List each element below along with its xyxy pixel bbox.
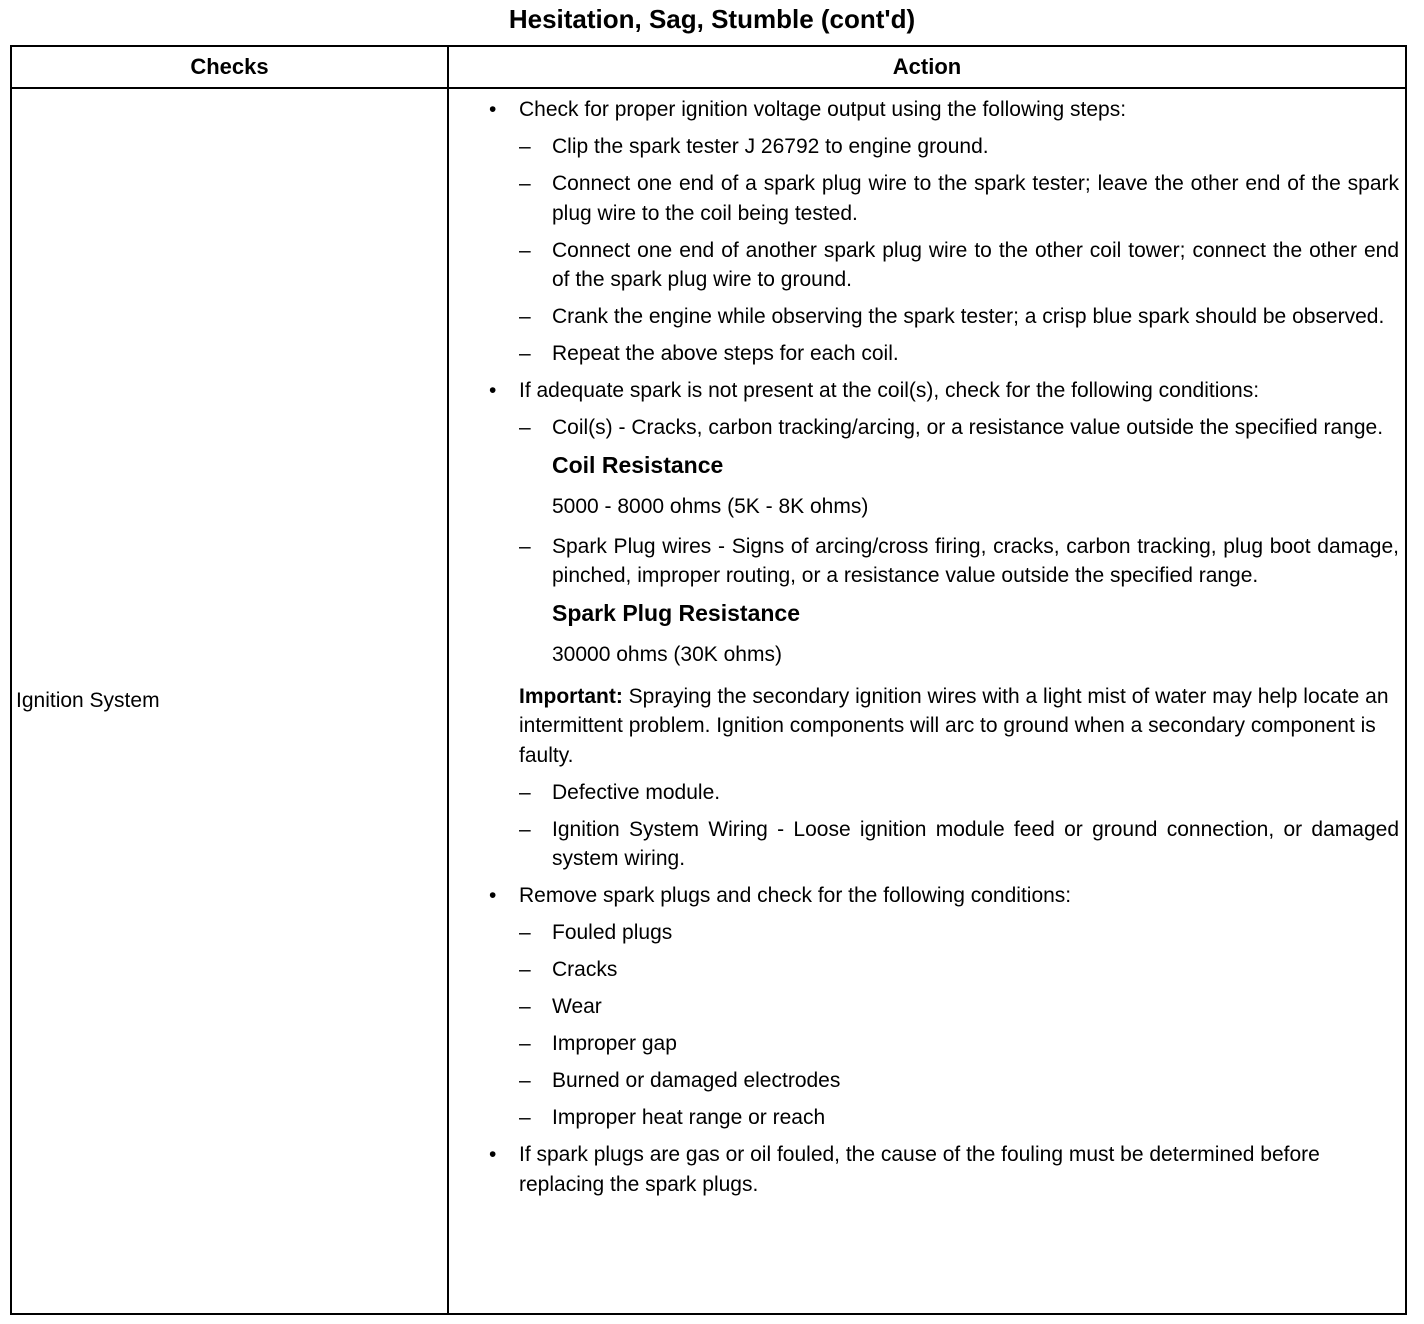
coil-resistance-heading: Coil Resistance — [552, 452, 724, 478]
step-text: Check for proper ignition voltage output using the following steps: — [519, 98, 1127, 121]
page-title: Hesitation, Sag, Stumble (cont'd) — [508, 4, 916, 34]
dash-item — [449, 918, 1399, 948]
dash-item-text: Improper gap — [552, 1032, 677, 1055]
header-checks: Checks — [190, 54, 269, 79]
dash-item-text: Burned or damaged electrodes — [552, 1069, 841, 1092]
dash-mark: – — [519, 172, 531, 195]
dash-mark: – — [519, 1069, 531, 1092]
dash-mark: – — [519, 1032, 531, 1055]
important-text: Spraying the secondary ignition wires with a light mist of water may help locate an intermittent problem. Ignition components will arc to ground when a secondary component is faulty. — [519, 684, 1389, 767]
dash-item — [449, 169, 1399, 228]
dash-item-text: Crank the engine while observing the spark tester; a crisp blue spark should be observed. — [552, 305, 1385, 328]
coil-resistance-value: 5000 - 8000 ohms (5K - 8K ohms) — [552, 495, 869, 518]
dash-item — [449, 992, 1399, 1022]
dash-mark: – — [519, 238, 531, 262]
dash-item-text: Spark Plug wires - Signs of arcing/cross firing, cracks, carbon tracking, plug boot damage, pinched, improper routing, or a resistance value outside the specified range. — [552, 534, 1399, 587]
bullet-mark: • — [489, 1143, 497, 1166]
dash-item-text: Cracks — [552, 958, 618, 981]
dash-mark: – — [519, 342, 531, 365]
diagnostic-table — [10, 45, 1407, 1315]
important-note — [449, 682, 1399, 771]
dash-mark: – — [519, 958, 531, 981]
dash-item-text: Wear — [552, 995, 602, 1018]
dash-item-text: Clip the spark tester J 26792 to engine ground. — [552, 135, 989, 158]
dash-item-text: Connect one end of a spark plug wire to the spark tester; leave the other end of the spark plug wire to the coil being tested. — [552, 172, 1399, 225]
dash-item-text: Ignition System Wiring - Loose ignition module feed or ground connection, or damaged system wiring. — [552, 817, 1399, 870]
spark-plug-resistance-value: 30000 ohms (30K ohms) — [552, 643, 782, 666]
dash-mark: – — [519, 780, 531, 804]
bullet-mark: • — [489, 98, 497, 121]
dash-item — [449, 236, 1399, 295]
spark-plug-resistance-heading: Spark Plug Resistance — [552, 600, 800, 626]
dash-item — [449, 815, 1399, 874]
dash-mark: – — [519, 995, 531, 1018]
dash-item — [449, 132, 1399, 162]
dash-item — [449, 955, 1399, 985]
dash-item — [449, 1029, 1399, 1059]
step-text: If adequate spark is not present at the coil(s), check for the following conditions: — [519, 379, 1260, 402]
step-text: Remove spark plugs and check for the following conditions: — [519, 884, 1072, 907]
table-header-row — [12, 47, 1405, 89]
dash-item-text: Fouled plugs — [552, 921, 673, 944]
important-label: Important: — [519, 684, 623, 708]
dash-mark: – — [519, 135, 531, 158]
action-cell — [449, 89, 1405, 1313]
dash-item-wires — [449, 532, 1399, 591]
dash-item-text: Improper heat range or reach — [552, 1106, 826, 1129]
bullet-mark: • — [489, 884, 497, 907]
dash-item-text: Coil(s) - Cracks, carbon tracking/arcing, or a resistance value outside the specified range. — [552, 416, 1384, 439]
dash-mark: – — [519, 534, 531, 558]
dash-item — [449, 1066, 1399, 1096]
header-action: Action — [892, 54, 962, 79]
bullet-step-fouling-cause — [449, 1140, 1399, 1199]
dash-mark: – — [519, 921, 531, 944]
check-ignition-system: Ignition System — [16, 689, 160, 712]
bullet-step-spark-conditions — [449, 376, 1399, 406]
bullet-step-voltage-check — [449, 95, 1399, 125]
dash-item — [449, 339, 1399, 369]
bullet-mark: • — [489, 379, 497, 402]
dash-mark: – — [519, 817, 531, 841]
dash-mark: – — [519, 1106, 531, 1129]
dash-item — [449, 1103, 1399, 1133]
dash-item-text: Connect one end of another spark plug wire to the other coil tower; connect the other end of the spark plug wire to ground. — [552, 238, 1399, 291]
dash-item-coil — [449, 413, 1399, 443]
bullet-step-remove-plugs — [449, 881, 1399, 911]
dash-mark: – — [519, 416, 531, 439]
dash-item — [449, 302, 1399, 332]
step-text: If spark plugs are gas or oil fouled, the cause of the fouling must be determined before replacing the spark plugs. — [519, 1143, 1320, 1196]
dash-item — [449, 778, 1399, 808]
dash-item-text: Defective module. — [552, 780, 721, 804]
dash-item-text: Repeat the above steps for each coil. — [552, 342, 899, 365]
dash-mark: – — [519, 305, 531, 328]
checks-cell — [12, 89, 447, 1313]
